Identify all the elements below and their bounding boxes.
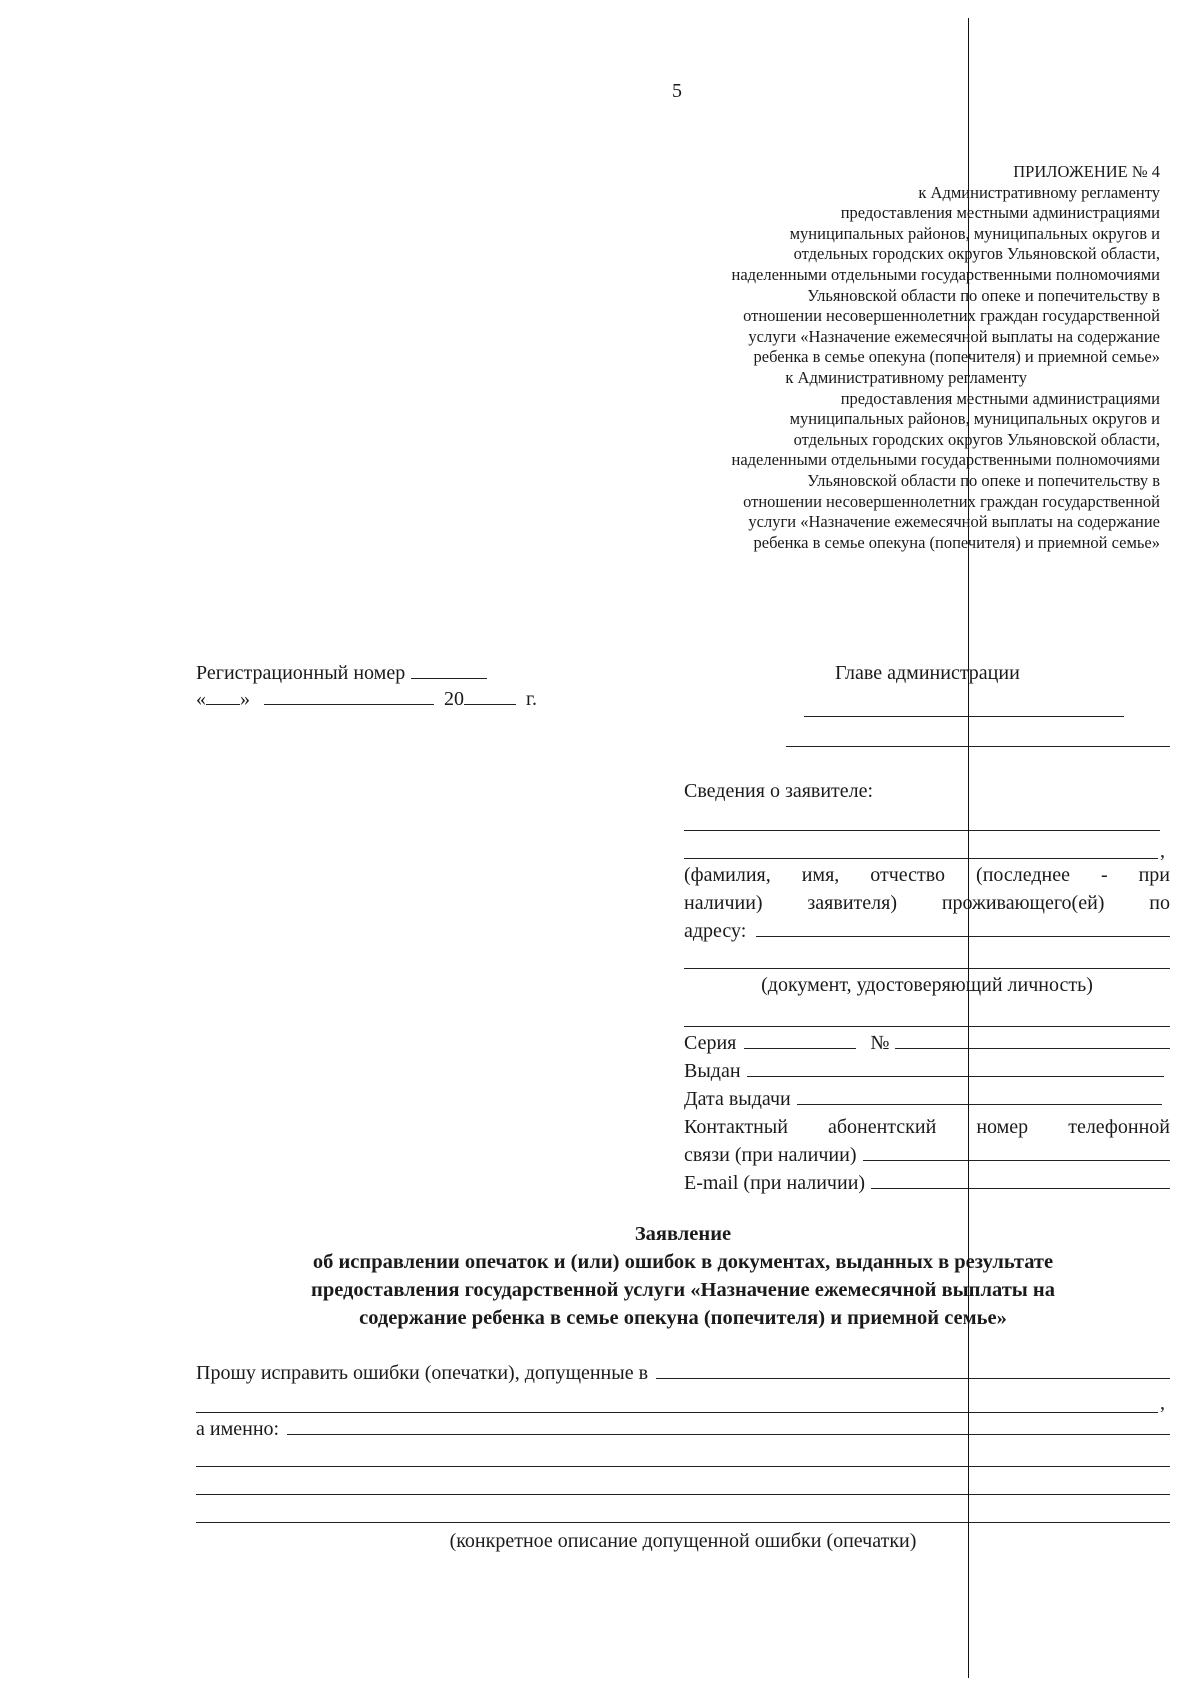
registration-date-row	[196, 686, 537, 712]
request-label: Прошу исправить ошибки (опечатки), допущенные в	[196, 1362, 649, 1384]
appendix-line: ребенка в семье опекуна (попечителя) и приемной семье»	[753, 347, 1160, 367]
appendix-line: отношении несовершеннолетних граждан государственной	[743, 306, 1160, 326]
description-caption: (конкретное описание допущенной ошибки (опечатки)	[449, 1530, 917, 1552]
scan-artifact-line	[968, 18, 969, 1678]
date-month-field	[264, 686, 434, 705]
date-day-field	[206, 686, 240, 705]
email-label: E-mail (при наличии)	[684, 1172, 866, 1194]
appendix-title: ПРИЛОЖЕНИЕ № 4	[1013, 162, 1160, 181]
applicant-name-line-2	[684, 858, 1158, 859]
applicant-heading: Сведения о заявителе:	[684, 780, 874, 802]
appendix-line: наделенными отдельными государственными полномочиями	[731, 264, 1160, 284]
issue-date-label: Дата выдачи	[684, 1088, 791, 1110]
fio-caption-line-1: (фамилия, имя, отчество (последнее - при	[684, 864, 1170, 886]
appendix-line: наделенными отдельными государственными полномочиями	[731, 450, 1160, 470]
namely-label: а именно:	[196, 1418, 280, 1440]
appendix-line: услуги «Назначение ежемесячной выплаты на содержание	[748, 326, 1160, 346]
issued-label: Выдан	[684, 1060, 741, 1082]
id-document-caption: (документ, удостоверяющий личность)	[761, 974, 1093, 996]
appendix-line: к Административному регламенту	[918, 182, 1160, 202]
appendix-line: Ульяновской области по опеке и попечительству в	[807, 285, 1160, 305]
request-row	[196, 1360, 1170, 1386]
registration-block	[196, 660, 537, 712]
series-field	[744, 1030, 856, 1049]
email-row	[684, 1170, 1170, 1196]
appendix-line: отношении несовершеннолетних граждан государственной	[743, 491, 1160, 511]
appendix-line: отдельных городских округов Ульяновской области,	[793, 429, 1160, 449]
addressee-label: Главе администрации	[835, 662, 1020, 684]
phone-row	[684, 1142, 1170, 1168]
request-line-2	[196, 1412, 1158, 1413]
address-line-2	[684, 968, 1170, 969]
description-line-2	[196, 1494, 1170, 1495]
request-document-field	[656, 1360, 1170, 1379]
series-label: Серия	[684, 1032, 737, 1054]
address-row	[684, 918, 1170, 944]
registration-number-row	[196, 660, 537, 686]
request-comma: ,	[1160, 1392, 1165, 1414]
phone-label-line-2: связи (при наличии)	[684, 1144, 857, 1166]
registration-number-field	[411, 660, 487, 679]
issue-date-row	[684, 1086, 1170, 1112]
description-line-1	[196, 1466, 1170, 1467]
appendix-line: Ульяновской области по опеке и попечительству в	[807, 470, 1160, 490]
appendix-line: отдельных городских округов Ульяновской области,	[793, 244, 1160, 264]
appendix-header	[560, 162, 1160, 553]
date-year-prefix: 20	[444, 688, 464, 710]
issued-row	[684, 1058, 1170, 1084]
date-close-quote: »	[240, 688, 250, 710]
email-field	[871, 1170, 1170, 1189]
date-open-quote: «	[196, 688, 206, 710]
statement-title: Заявление	[634, 1223, 732, 1245]
number-label: №	[870, 1032, 890, 1054]
issued-field	[747, 1058, 1164, 1077]
appendix-line: предоставления местными администрациями	[840, 388, 1160, 408]
appendix-line: к Административному регламенту	[785, 367, 1027, 387]
statement-subtitle-line-2: предоставления государственной услуги «Назначение ежемесячной выплаты на	[311, 1279, 1055, 1301]
fio-caption-line-2: наличии) заявителя) проживающего(ей) по	[684, 892, 1170, 914]
phone-field	[863, 1142, 1171, 1161]
id-document-line	[684, 1026, 1170, 1027]
appendix-line: муниципальных районов, муниципальных округов и	[789, 409, 1160, 429]
phone-label-line-1: Контактный абонентский номер телефонной	[684, 1116, 1170, 1138]
appendix-line: услуги «Назначение ежемесячной выплаты на содержание	[748, 512, 1160, 532]
addressee-line-1	[804, 716, 1124, 717]
appendix-line: муниципальных районов, муниципальных округов и	[789, 223, 1160, 243]
address-field	[756, 918, 1170, 937]
address-label: адресу:	[684, 920, 747, 942]
applicant-name-line-1	[684, 830, 1160, 831]
appendix-line: предоставления местными администрациями	[840, 203, 1160, 223]
series-row	[684, 1030, 1170, 1056]
issue-date-field	[797, 1086, 1162, 1105]
registration-number-label: Регистрационный номер	[196, 662, 406, 684]
namely-row	[196, 1416, 1170, 1442]
addressee-line-2	[786, 746, 1170, 747]
applicant-name-comma: ,	[1160, 840, 1165, 862]
description-line-3	[196, 1522, 1170, 1523]
date-year-field	[464, 686, 516, 705]
appendix-line: ребенка в семье опекуна (попечителя) и приемной семье»	[753, 532, 1160, 552]
page-number: 5	[672, 80, 682, 102]
statement-subtitle-line-1: об исправлении опечаток и (или) ошибок в документах, выданных в результате	[312, 1251, 1054, 1273]
date-year-suffix: г.	[526, 688, 537, 710]
statement-subtitle-line-3: содержание ребенка в семье опекуна (попечителя) и приемной семье»	[359, 1307, 1007, 1329]
number-field	[895, 1030, 1170, 1049]
namely-field	[287, 1416, 1170, 1435]
